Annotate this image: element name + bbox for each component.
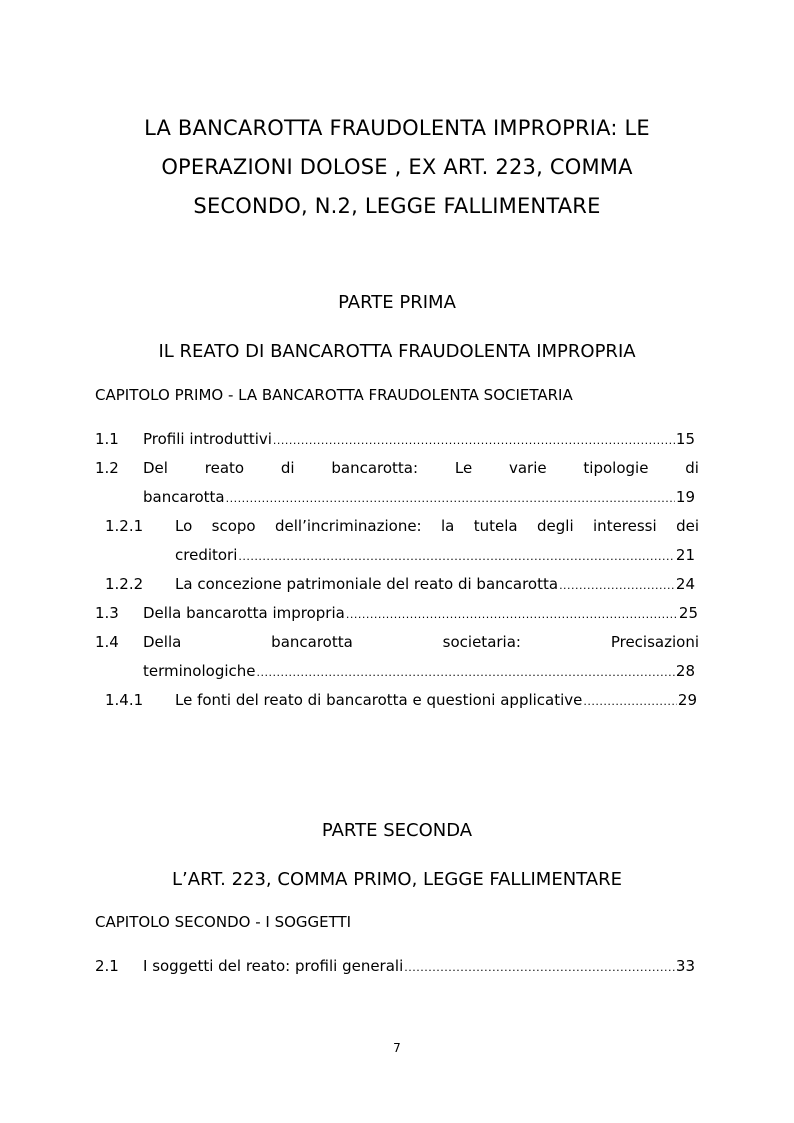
part-one-title: IL REATO DI BANCAROTTA FRAUDOLENTA IMPROPRIA xyxy=(158,341,636,362)
toc-leader-dots xyxy=(273,434,675,447)
toc-entry[interactable] xyxy=(143,604,698,624)
toc-word: Della xyxy=(143,633,182,651)
part-two-title: L’ART. 223, COMMA PRIMO, LEGGE FALLIMENTARE xyxy=(172,869,622,890)
document-title-line-3: SECONDO, N.2, LEGGE FALLIMENTARE xyxy=(193,194,601,218)
toc-leader-dots xyxy=(404,961,675,974)
toc-entry-number: 1.3 xyxy=(95,604,119,622)
toc-entry-title: bancarotta xyxy=(143,488,225,506)
toc-entry[interactable] xyxy=(175,546,695,566)
toc-entry-page: 33 xyxy=(675,957,695,975)
page-number: 7 xyxy=(393,1041,401,1055)
toc-entry-title: Le fonti del reato di bancarotta e questioni applicative xyxy=(175,691,583,709)
toc-entry-title-line[interactable] xyxy=(175,517,699,535)
chapter-one-heading: CAPITOLO PRIMO - LA BANCAROTTA FRAUDOLENTA SOCIETARIA xyxy=(95,386,573,404)
toc-entry[interactable] xyxy=(143,488,695,508)
toc-entry-page: 19 xyxy=(675,488,695,506)
toc-word: Lo xyxy=(175,517,193,535)
toc-entry-title: terminologiche xyxy=(143,662,256,680)
toc-entry-number: 1.1 xyxy=(95,430,119,448)
chapter-two-heading: CAPITOLO SECONDO - I SOGGETTI xyxy=(95,913,352,931)
toc-entry[interactable] xyxy=(175,575,695,595)
toc-word: societaria: xyxy=(442,633,521,651)
toc-word: bancarotta: xyxy=(331,459,419,477)
toc-word: reato xyxy=(204,459,245,477)
toc-entry-page: 28 xyxy=(675,662,695,680)
toc-word: dell’incriminazione: xyxy=(275,517,422,535)
toc-word: dei xyxy=(676,517,699,535)
document-title-line-1: LA BANCAROTTA FRAUDOLENTA IMPROPRIA: LE xyxy=(144,116,650,140)
toc-entry-number: 2.1 xyxy=(95,957,119,975)
toc-entry-page: 15 xyxy=(675,430,695,448)
toc-leader-dots xyxy=(583,695,677,708)
toc-entry-title: I soggetti del reato: profili generali xyxy=(143,957,404,975)
toc-word: tutela xyxy=(473,517,518,535)
toc-leader-dots xyxy=(226,492,675,505)
toc-entry[interactable] xyxy=(143,957,695,977)
toc-word: varie xyxy=(508,459,547,477)
toc-word: di xyxy=(685,459,699,477)
toc-entry-number: 1.4 xyxy=(95,633,119,651)
part-two-label: PARTE SECONDA xyxy=(321,820,473,841)
toc-word: Le xyxy=(454,459,473,477)
toc-entry-number: 1.2.2 xyxy=(105,575,144,593)
toc-word: tipologie xyxy=(583,459,649,477)
toc-word: bancarotta xyxy=(271,633,353,651)
toc-entry-title: Della bancarotta impropria xyxy=(143,604,345,622)
toc-entry-page: 25 xyxy=(678,604,698,622)
part-one-label: PARTE PRIMA xyxy=(338,292,456,313)
toc-leader-dots xyxy=(238,550,675,563)
toc-entry-page: 21 xyxy=(675,546,695,564)
toc-word: degli xyxy=(537,517,574,535)
toc-entry-number: 1.2 xyxy=(95,459,119,477)
toc-leader-dots xyxy=(257,666,675,679)
toc-entry-title: La concezione patrimoniale del reato di bancarotta xyxy=(175,575,559,593)
toc-word: scopo xyxy=(211,517,256,535)
toc-entry[interactable] xyxy=(143,430,695,450)
toc-entry-title-line[interactable] xyxy=(143,459,699,477)
toc-entry-number: 1.2.1 xyxy=(105,517,144,535)
toc-entry-page: 24 xyxy=(675,575,695,593)
toc-entry-title: creditori xyxy=(175,546,238,564)
toc-entry-page: 29 xyxy=(677,691,697,709)
toc-leader-dots xyxy=(346,608,678,621)
toc-leader-dots xyxy=(559,579,675,592)
toc-entry-title-line[interactable] xyxy=(143,633,699,651)
toc-entry-title: Profili introduttivi xyxy=(143,430,272,448)
toc-entry-number: 1.4.1 xyxy=(105,691,144,709)
document-title-line-2: OPERAZIONI DOLOSE , EX ART. 223, COMMA xyxy=(161,155,633,179)
toc-word: interessi xyxy=(593,517,657,535)
toc-word: Precisazioni xyxy=(610,633,699,651)
toc-entry[interactable] xyxy=(143,662,695,682)
toc-word: la xyxy=(441,517,455,535)
toc-word: di xyxy=(280,459,295,477)
toc-entry[interactable] xyxy=(175,691,697,711)
toc-word: Del xyxy=(143,459,168,477)
